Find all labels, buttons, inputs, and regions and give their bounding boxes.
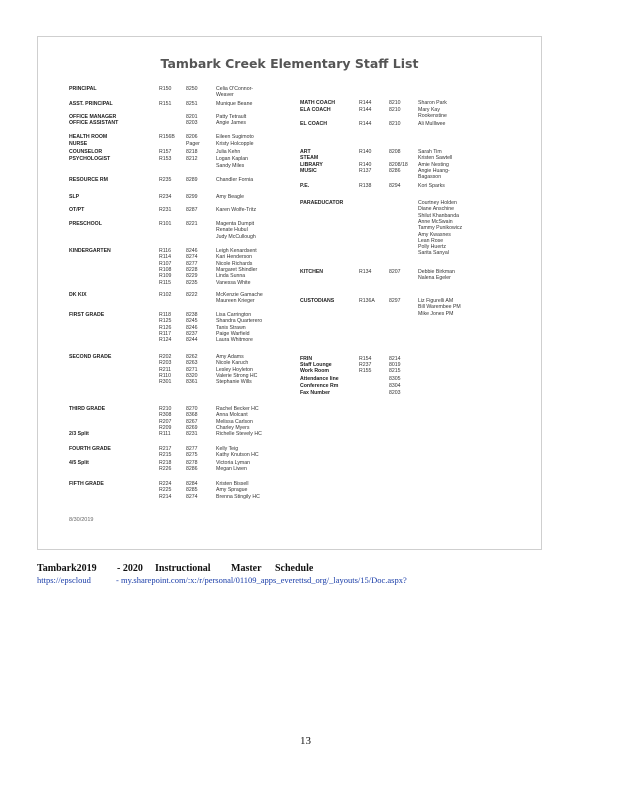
staff-role-label: RESOURCE RM	[69, 177, 108, 183]
room-number: R150	[159, 86, 172, 92]
staff-name: Amie Nesting	[418, 162, 449, 168]
phone-extension: 8320	[186, 372, 198, 379]
staff-name: Kelly Teig	[216, 446, 239, 452]
sheet-title: Tambark Creek Elementary Staff List	[160, 56, 419, 71]
staff-role-label: MUSIC	[300, 168, 317, 174]
staff-name: Nalena Egeler	[418, 275, 451, 282]
staff-role-label: 2/3 Split	[69, 431, 89, 437]
staff-role-label: HEALTH ROOM	[69, 134, 108, 140]
staff-name: Nicole Richards	[216, 260, 253, 267]
staff-role-label: FIRST GRADE	[69, 312, 105, 318]
room-number: R140	[359, 162, 372, 168]
staff-name: Angie James	[216, 120, 246, 126]
staff-name: Rookenstine	[418, 113, 447, 119]
staff-role-label: FIFTH GRADE	[69, 481, 104, 487]
staff-role-label: NURSE	[69, 141, 88, 147]
phone-extension: 8274	[186, 254, 198, 261]
staff-role-label: Fax Number	[300, 390, 330, 396]
staff-role-label: PARAEDUCATOR	[300, 200, 344, 206]
phone-extension: 8238	[186, 312, 198, 318]
phone-extension: 8208/18	[389, 162, 408, 168]
footer-title-part: Instructional	[155, 563, 211, 574]
room-number: R111	[159, 431, 171, 437]
phone-extension: 8286	[389, 168, 401, 174]
phone-extension: 8244	[186, 337, 198, 344]
staff-name: Leigh Kenardsent	[216, 248, 257, 254]
room-number: R124	[159, 337, 172, 344]
staff-role-label: STEAM	[300, 155, 319, 161]
staff-name: Kristen Sawtell	[418, 155, 453, 161]
staff-role-label: ASST. PRINCIPAL	[69, 101, 113, 107]
room-number: R144	[359, 107, 372, 113]
staff-role-label: MATH COACH	[300, 100, 336, 106]
staff-name: Liz Figurelli AM	[418, 298, 454, 304]
room-number: R211	[159, 366, 172, 373]
staff-role-label: OT/PT	[69, 207, 85, 213]
staff-name: Amy Beagle	[216, 194, 244, 200]
staff-name: Linda Sunna	[216, 273, 246, 280]
phone-extension: 8361	[186, 379, 198, 386]
room-number: R231	[159, 207, 172, 213]
phone-extension: 8299	[186, 194, 198, 200]
phone-extension: 8297	[389, 298, 401, 304]
staff-role-label: OFFICE MANAGER	[69, 114, 117, 120]
phone-extension: 8294	[389, 183, 401, 189]
staff-name: Kari Henderson	[216, 254, 253, 261]
staff-name: Kristy Holcopple	[216, 141, 254, 147]
room-number: R117	[159, 330, 172, 337]
room-number: R225	[159, 487, 172, 494]
staff-name: Tammy Punikowicz	[418, 225, 463, 232]
staff-name: Kathy Knutson HC	[216, 452, 259, 459]
phone-extension: 8246	[186, 248, 198, 254]
staff-name: Laura Whitmore	[216, 337, 253, 344]
phone-extension: 8251	[186, 101, 198, 107]
room-number: R203	[159, 360, 172, 367]
room-number: R116	[159, 248, 172, 254]
room-number: R151	[159, 101, 172, 107]
staff-name: Sarah Tim	[418, 149, 442, 155]
phone-extension: 8206	[186, 134, 198, 140]
room-number: R210	[159, 406, 172, 412]
staff-name: Kristen Bissell	[216, 481, 249, 487]
staff-name: Victoria Lyman	[216, 460, 251, 466]
staff-name: Celia O'Connor-	[216, 86, 254, 92]
staff-role-label: LIBRARY	[300, 162, 323, 168]
footer-link-part[interactable]: https://epscloud	[37, 575, 91, 585]
staff-role-label: DK KIX	[69, 292, 87, 298]
phone-extension: 8289	[186, 177, 198, 183]
staff-role-label: PRINCIPAL	[69, 86, 97, 92]
footer-title-part: Schedule	[275, 563, 314, 574]
phone-extension: 8212	[186, 156, 198, 162]
staff-name: Bagasson	[418, 174, 442, 181]
phone-extension: 8250	[186, 86, 198, 92]
staff-role-label: FOURTH GRADE	[69, 446, 111, 452]
staff-role-label: COUNSELOR	[69, 149, 103, 155]
phone-extension: 8218	[186, 149, 198, 155]
phone-extension: 8208	[389, 149, 401, 155]
phone-extension: 8285	[186, 487, 198, 494]
room-number: R226	[159, 466, 172, 473]
staff-name: Rachel Becker HC	[216, 406, 259, 412]
phone-extension: 8263	[186, 360, 198, 367]
staff-name: Patty Tetrault	[216, 114, 247, 120]
staff-name: Tanis Strawn	[216, 324, 246, 331]
room-number: R237	[359, 362, 372, 368]
staff-name: Diane Anschine	[418, 206, 455, 213]
room-number: R209	[159, 424, 172, 431]
staff-name: Ali Mulllwee	[418, 121, 446, 127]
room-number: R118	[159, 312, 172, 318]
staff-name: Polly Huertz	[418, 244, 446, 251]
staff-name: Lesley Hoyleton	[216, 366, 253, 373]
staff-name: Nicole Karuch	[216, 360, 249, 367]
phone-extension: 8214	[389, 356, 401, 362]
room-number: R115	[159, 279, 172, 286]
room-number: R125	[159, 318, 172, 325]
room-number: R110	[159, 372, 172, 379]
room-number: R214	[159, 493, 172, 500]
room-number: R156B	[159, 134, 175, 140]
room-number: R154	[359, 356, 372, 362]
staff-role-label: SECOND GRADE	[69, 354, 112, 360]
phone-extension: 8215	[389, 368, 401, 374]
staff-role-label: THIRD GRADE	[69, 406, 106, 412]
room-number: R153	[159, 156, 172, 162]
staff-name: Amy Adams	[216, 354, 244, 360]
staff-name: Stephanie Wills	[216, 379, 252, 386]
phone-extension: 8267	[186, 418, 198, 425]
staff-role-label: FRIN	[300, 356, 313, 362]
staff-name: Amy Kwasnes	[418, 231, 451, 238]
phone-extension: 8207	[389, 269, 401, 275]
phone-extension: 8210	[389, 100, 401, 106]
staff-name: Valerie Strong HC	[216, 372, 258, 379]
phone-extension: 8019	[389, 362, 401, 368]
staff-name: McKenzie Gamache	[216, 292, 263, 298]
staff-name: Melissa Carlson	[216, 418, 253, 425]
phone-extension: 8201	[186, 114, 198, 120]
staff-name: Debbie Birkman	[418, 269, 455, 275]
sheet-date: 8/30/2019	[69, 517, 94, 523]
room-number: R144	[359, 100, 372, 106]
staff-name: Karen Wolfe-Tritz	[216, 207, 257, 213]
phone-extension: 8210	[389, 121, 401, 127]
staff-role-label: CUSTODIANS	[300, 298, 335, 304]
room-number: R157	[159, 149, 172, 155]
staff-name: Angie Huang-	[418, 168, 450, 174]
phone-extension: 8287	[186, 207, 198, 213]
staff-name: Courtney Holden	[418, 200, 457, 206]
room-number: R207	[159, 418, 172, 425]
staff-name: Julia Kehn	[216, 149, 241, 155]
room-number: R308	[159, 412, 172, 419]
room-number: R217	[159, 446, 172, 452]
room-number: R215	[159, 452, 172, 459]
room-number: R218	[159, 460, 172, 466]
staff-name: Logan Kaplan	[216, 156, 249, 162]
room-number: R114	[159, 254, 172, 261]
room-number: R235	[159, 177, 172, 183]
room-number: R107	[159, 260, 172, 267]
staff-name: Maureen Krieger	[216, 298, 255, 305]
staff-name: Kori Sparks	[418, 183, 445, 189]
staff-name: Anna Molcant	[216, 412, 248, 419]
staff-name: Renate Hubul	[216, 227, 248, 234]
staff-role-label: Staff Lounge	[300, 362, 332, 368]
staff-name: Amy Sprague	[216, 487, 248, 494]
phone-extension: 8368	[186, 412, 198, 419]
phone-extension: 8231	[186, 431, 198, 437]
room-number: R140	[359, 149, 372, 155]
staff-name: Vanessa White	[216, 279, 251, 286]
staff-name: Bill Warembee PM	[418, 304, 461, 311]
phone-extension: 8246	[186, 324, 198, 331]
staff-role-label: ART	[300, 149, 311, 155]
staff-name: Chandler Fornia	[216, 177, 254, 183]
phone-extension: 8235	[186, 279, 198, 286]
footer-link-part[interactable]: - my.sharepoint.com/:x:/r/personal/01109_apps_everettsd_org/_layouts/15/Doc.aspx?	[116, 575, 407, 585]
staff-name: Judy McCullough	[216, 233, 256, 240]
phone-extension: 8284	[186, 481, 198, 487]
staff-name: Shilut Khanbanda	[418, 212, 459, 219]
footer-title-part: Tambark2019	[37, 563, 97, 574]
staff-role-label: P.E.	[300, 183, 310, 189]
staff-role-label: ELA COACH	[300, 107, 331, 113]
room-number: R109	[159, 273, 172, 280]
staff-list-sheet	[37, 36, 542, 550]
phone-extension: 8274	[186, 493, 198, 500]
phone-extension: 8221	[186, 221, 198, 227]
staff-role-label: KITCHEN	[300, 269, 324, 275]
room-number: R224	[159, 481, 172, 487]
room-number: R138	[359, 183, 372, 189]
staff-name: Megan Liwen	[216, 466, 247, 473]
phone-extension: 8271	[186, 366, 198, 373]
staff-name: Sarita Sanyal	[418, 250, 449, 257]
staff-role-label: KINDERGARTEN	[69, 248, 111, 254]
staff-name: Sandy Miles	[216, 163, 245, 169]
phone-extension: 8237	[186, 330, 198, 337]
room-number: R137	[359, 168, 372, 174]
staff-name: Charley Myers	[216, 424, 250, 431]
staff-name: Margaret Shindler	[216, 266, 258, 273]
phone-extension: 8229	[186, 273, 198, 280]
phone-extension: 8262	[186, 354, 198, 360]
room-number: R234	[159, 194, 172, 200]
phone-extension: 8305	[389, 376, 401, 382]
staff-name: Paige Warfield	[216, 330, 250, 337]
staff-role-label: Attendance line	[300, 376, 339, 382]
staff-name: Sharon Park	[418, 100, 447, 106]
room-number: R102	[159, 292, 172, 298]
room-number: R134	[359, 269, 372, 275]
room-number: R126	[159, 324, 172, 331]
room-number: R101	[159, 221, 172, 227]
staff-name: Mike Jones PM	[418, 310, 454, 317]
staff-role-label: Work Room	[300, 368, 330, 374]
staff-name: Weaver	[216, 92, 234, 99]
staff-role-label: SLP	[69, 194, 80, 200]
phone-extension: 8228	[186, 266, 198, 273]
staff-name: Shandra Quarterero	[216, 318, 263, 325]
room-number: R108	[159, 266, 172, 273]
phone-extension: 8203	[186, 120, 198, 126]
room-number: R155	[359, 368, 372, 374]
page-number: 13	[300, 735, 311, 747]
phone-extension: 8304	[389, 383, 401, 389]
room-number: R301	[159, 379, 172, 386]
phone-extension: 8286	[186, 466, 198, 473]
staff-name: Lisa Carrington	[216, 312, 252, 318]
phone-extension: 8277	[186, 446, 198, 452]
staff-name: Eileen Sugimoto	[216, 134, 254, 140]
room-number: R136A	[359, 298, 375, 304]
phone-extension: 8245	[186, 318, 198, 325]
staff-name: Anne McSwain	[418, 218, 453, 225]
room-number: R144	[359, 121, 372, 127]
staff-role-label: 4/5 Split	[69, 460, 89, 466]
staff-name: Lean Rose	[418, 237, 444, 244]
staff-role-label: Conference Rm	[300, 383, 339, 389]
phone-extension: 8278	[186, 460, 198, 466]
staff-name: Mary Kay	[418, 107, 440, 113]
phone-extension: 8222	[186, 292, 198, 298]
staff-role-label: OFFICE ASSISTANT	[69, 120, 119, 126]
staff-role-label: PRESCHOOL	[69, 221, 102, 227]
phone-extension: 8269	[186, 424, 198, 431]
staff-name: Richelle Stevely HC	[216, 431, 262, 437]
staff-name: Magenta Dumpit	[216, 221, 255, 227]
staff-role-label: PSYCHOLOGIST	[69, 156, 111, 162]
footer-title-part: - 2020	[117, 563, 143, 574]
phone-extension: 8277	[186, 260, 198, 267]
staff-role-label: EL COACH	[300, 121, 327, 127]
footer-title-part: Master	[231, 563, 262, 574]
phone-extension: 8210	[389, 107, 401, 113]
room-number: R202	[159, 354, 172, 360]
phone-extension: 8270	[186, 406, 198, 412]
staff-name: Brenna Stingily HC	[216, 493, 260, 500]
phone-extension: 8275	[186, 452, 198, 459]
staff-name: Munique Beane	[216, 101, 253, 107]
phone-extension: 8203	[389, 390, 401, 396]
phone-extension: Pager	[186, 141, 200, 147]
